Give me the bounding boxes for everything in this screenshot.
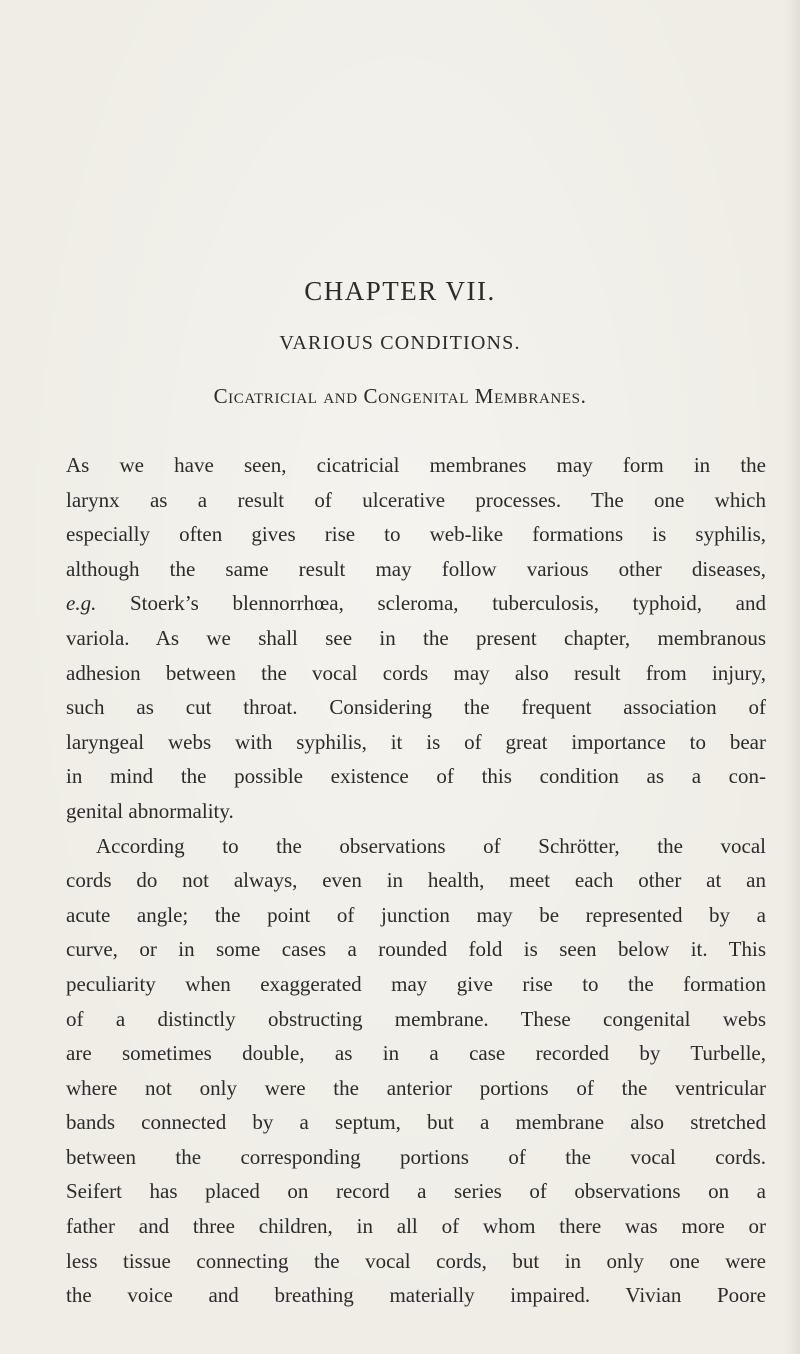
text-line: larynx as a result of ulcerative processes. The one which	[66, 487, 766, 512]
chapter-title: VARIOUS CONDITIONS.	[279, 332, 521, 354]
text-line: although the same result may follow various other diseases,	[66, 556, 766, 581]
text-line: are sometimes double, as in a case recorded by Turbelle,	[66, 1041, 766, 1066]
text-line: acute angle; the point of junction may be represented by a	[66, 902, 766, 927]
text-line: of a distinctly obstructing membrane. These congenital webs	[66, 1006, 766, 1031]
text-line: genital abnormality.	[66, 798, 234, 823]
text-line	[66, 586, 766, 621]
text-line-rest: Stoerk’s blennorrhœa, scleroma, tuberculosis, typhoid, and	[129, 591, 766, 616]
text-line: in mind the possible existence of this condition as a con-	[66, 764, 766, 789]
text-line: father and three children, in all of whom there was more or	[66, 1214, 766, 1239]
chapter-heading: CHAPTER VII.	[304, 276, 496, 306]
text-line: laryngeal webs with syphilis, it is of great importance to bear	[66, 729, 766, 754]
text-line: such as cut throat. Considering the frequent association of	[66, 695, 766, 720]
text-line: especially often gives rise to web-like formations is syphilis,	[66, 522, 766, 547]
text-line: where not only were the anterior portions of the ventricular	[66, 1075, 766, 1100]
text-line: peculiarity when exaggerated may give rise to the formation	[66, 971, 766, 996]
body-text	[66, 448, 766, 1313]
text-line: curve, or in some cases a rounded fold is seen below it. This	[66, 937, 766, 962]
text-line: According to the observations of Schrötter, the vocal	[96, 833, 766, 858]
text-line: the voice and breathing materially impaired. Vivian Poore	[66, 1283, 766, 1308]
text-line: Seifert has placed on record a series of observations on a	[66, 1179, 766, 1204]
eg-abbreviation: e.g.	[66, 591, 97, 616]
text-line: bands connected by a septum, but a membrane also stretched	[66, 1110, 766, 1135]
text-line: cords do not always, even in health, meet each other at an	[66, 868, 766, 893]
text-line: variola. As we shall see in the present chapter, membranous	[66, 625, 766, 650]
text-line: adhesion between the vocal cords may also result from injury,	[66, 660, 766, 685]
section-heading: Cicatricial and Congenital Membranes.	[213, 384, 587, 408]
page-edge-shadow	[786, 0, 800, 1354]
text-line: As we have seen, cicatricial membranes may form in the	[66, 453, 766, 477]
text-line: between the corresponding portions of the vocal cords.	[66, 1144, 766, 1169]
text-line: less tissue connecting the vocal cords, but in only one were	[66, 1248, 766, 1273]
